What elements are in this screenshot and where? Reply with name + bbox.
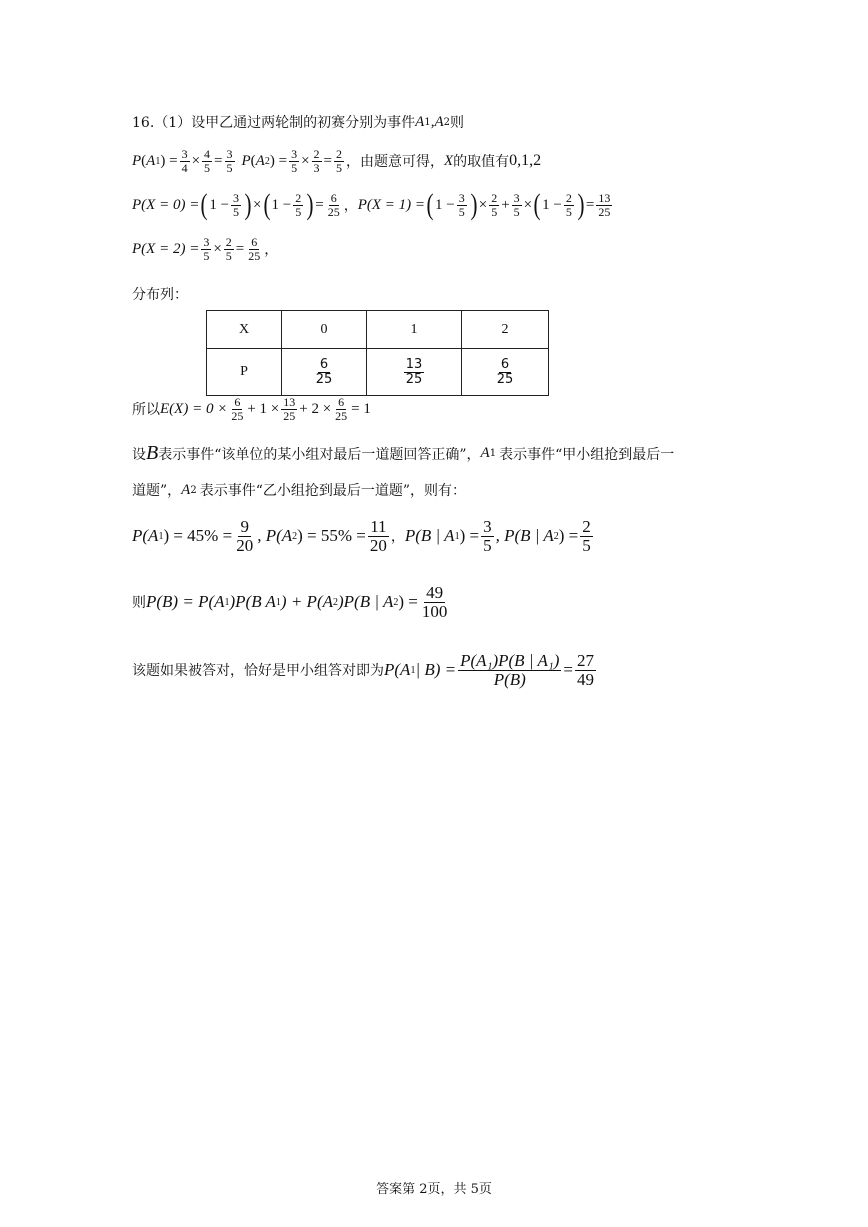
fraction: $\frac{3}{5}$ [233, 190, 240, 219]
line-probabilities: P(A 1 ) = 45% = $\frac{9}{20}$ , P(A 2 ) = 55% = $\frac{11}{20}$ ， P(B | A 1 ) = $\frac{3}{5}$ , P(B | A 2 ) = $\frac{2}{5}$ [132, 517, 591, 555]
fraction: $\frac{2}{3}$ [313, 147, 320, 175]
fraction: $\frac{3}{4}$ [181, 147, 188, 175]
fraction: $\frac{27}{49}$ [577, 651, 594, 689]
fraction: $\frac{2}{5}$ [582, 517, 591, 555]
fraction: $\frac{3}{5}$ [483, 517, 492, 555]
line-total-probability: 则 P(B) = P(A 1 )P(B A 1 ) + P(A 2 )P(B | A 2 ) = $\frac{49}{100}$ [132, 583, 448, 621]
line-pa-values: P ( A 1 ) = $\frac{3}{4}$ × $\frac{4}{5}$ = $\frac{3}{5}$ P ( A 2 ) = $\frac{3}{5}$ × $\frac{2}{3}$ = $\frac{2}{5}$ ，由题意可得， X 的取值有 0,1,2 [132, 147, 542, 175]
para-line-1: 设 B 表示事件“该单位的某小组对最后一道题回答正确”， A 1 表示事件“甲小组抢到最后一 [132, 442, 675, 464]
table-cell: 0 [282, 311, 367, 349]
fraction: $\frac{3}{5}$ [291, 147, 298, 175]
table-cell: P [207, 349, 282, 396]
fraction: $\frac{49}{100}$ [421, 583, 448, 621]
fraction: $\frac{6}{25}$ [248, 235, 261, 263]
fraction: $\frac{6}{25}$ [327, 190, 340, 219]
fraction: $\frac{3}{5}$ [203, 235, 210, 263]
line-px0-px1: P(X = 0) = ( 1 − $\frac{3}{5}$ ) × ( 1 − $\frac{2}{5}$ ) = $\frac{6}{25}$ ， P(X = 1) = ( 1 − $\frac{3}{5}$ ) × $\frac{2}{5}$ + $\frac{3}{5}$ × ( 1 − $\frac{2}{5}$ ) = $\frac{13}{25}$ [132, 188, 611, 221]
table-cell: 1 [367, 311, 462, 349]
fraction: $\frac{9}{20}$ [236, 517, 254, 555]
fraction: $\frac{3}{5}$ [226, 147, 233, 175]
table-cell: 2 [462, 311, 549, 349]
table-cell: $\frac{6}{25}$ [282, 349, 367, 396]
fraction: $\frac{4}{5}$ [204, 147, 211, 175]
table-row [207, 349, 549, 396]
fraction: $\frac{\text{P(A₁)P(B | A₁)}}{P(B)}$ [460, 651, 560, 689]
line-bayes: 该题如果被答对，恰好是甲小组答对即为 P(A 1 | B) = $\frac{\text{P(A₁)P(B | A₁)}}{P(B)}$ = $\frac{27}{49}$ [132, 651, 594, 689]
fraction: $\frac{2}{5}$ [565, 190, 572, 219]
page-footer: 答案第 2页，共 5页 [376, 1182, 492, 1197]
fraction: $\frac{13}{25}$ [283, 395, 296, 423]
fraction: $\frac{6}{25}$ [335, 395, 348, 423]
line-expectation: 所以 E(X) = 0 × $\frac{6}{25}$ + 1 × $\frac{13}{25}$ + 2 × $\frac{6}{25}$ = 1 [132, 395, 371, 423]
fraction: $\frac{3}{5}$ [513, 190, 520, 219]
fraction: $\frac{2}{5}$ [295, 190, 302, 219]
fraction: $\frac{3}{5}$ [458, 190, 465, 219]
para-line-2: 道题”， A 2 表示事件“乙小组抢到最后一道题”，则有： [132, 481, 467, 499]
fraction: $\frac{2}{5}$ [336, 147, 342, 175]
fraction: $\frac{13}{25}$ [598, 190, 611, 219]
fraction: $\frac{2}{5}$ [225, 235, 232, 263]
line-px2: P(X = 2) = $\frac{3}{5}$ × $\frac{2}{5}$ = $\frac{6}{25}$ ， [132, 235, 279, 263]
table-row [207, 311, 549, 349]
line-event-definition: 16.（1）设甲乙通过两轮制的初赛分别为事件 A 1 , A 2 则 [132, 113, 465, 131]
table-cell: X [207, 311, 282, 349]
distribution-label: 分布列： [132, 287, 188, 303]
fraction: $\frac{6}{25}$ [231, 395, 244, 423]
distribution-table [206, 310, 549, 396]
table-cell: $\frac{6}{25}$ [462, 349, 549, 396]
fraction: $\frac{11}{20}$ [369, 517, 387, 555]
fraction: $\frac{2}{5}$ [491, 190, 498, 219]
table-cell: $\frac{13}{25}$ [367, 349, 462, 396]
